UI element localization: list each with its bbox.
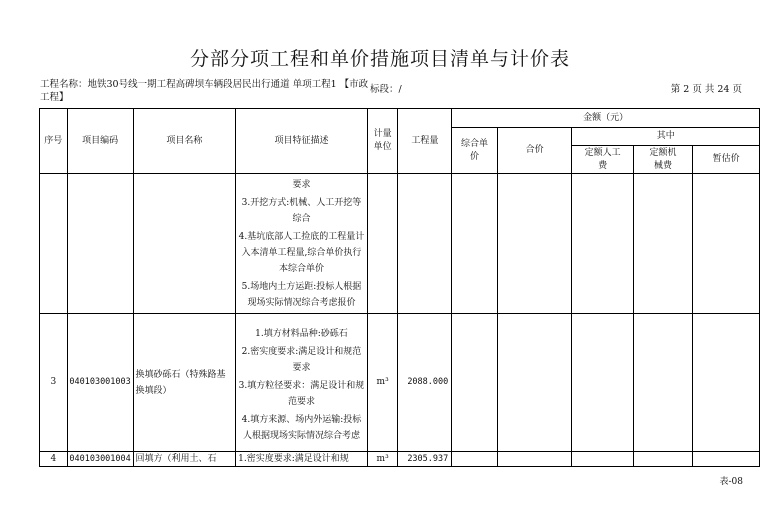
- row-machine: [633, 174, 692, 314]
- header-provisional: 暂估价: [693, 146, 760, 174]
- desc-line: 4.基坑底部人工捡底的工程量计入本清单工程量,综合单价执行本综合单价: [238, 232, 365, 274]
- row-labor: [572, 174, 633, 314]
- row-unit-price: [452, 314, 498, 452]
- header-row-1: [40, 109, 760, 128]
- row-provisional: [693, 174, 760, 314]
- row-code: 040103001004: [67, 452, 133, 467]
- header-amount: 金额（元）: [452, 109, 760, 128]
- row-seq: 4: [40, 452, 68, 467]
- section-label: 标段：/: [370, 84, 402, 95]
- row-unit-price: [452, 174, 498, 314]
- page-title: 分部分项工程和单价措施项目清单与计价表: [189, 48, 570, 70]
- row-code: 040103001003: [67, 314, 133, 452]
- desc-line: 3.填方粒径要求：满足设计和规范要求: [238, 380, 365, 407]
- header-machine: 定额机械费: [633, 146, 692, 174]
- header-labor: 定额人工费: [572, 146, 633, 174]
- page-number: 第 2 页 共 24 页: [670, 84, 742, 95]
- header-name: 项目名称: [133, 109, 236, 174]
- row-name: 回填方（利用土、石: [133, 452, 236, 467]
- project-name: 工程名称：地铁30号线一期工程高碑坝车辆段居民出行通道 单项工程1 【市政工程】: [40, 79, 369, 103]
- header-seq: 序号: [40, 109, 68, 174]
- header-desc: 项目特征描述: [236, 109, 368, 174]
- header-unit: 计量单位: [367, 109, 398, 174]
- desc-line: 2.密实度要求:满足设计和规范要求: [241, 346, 362, 373]
- row-seq: [40, 174, 68, 314]
- row-machine: [633, 452, 692, 467]
- desc-line: 4.填方来源、场内外运输:投标人根据现场实际情况综合考虑: [241, 414, 362, 441]
- header-of-which: 其中: [572, 128, 760, 146]
- row-labor: [572, 314, 633, 452]
- row-total: [497, 452, 572, 467]
- row-name: [133, 174, 236, 314]
- row-provisional: [693, 452, 760, 467]
- row-qty: 2305.937: [398, 452, 452, 467]
- row-desc: [236, 314, 368, 452]
- row-unit: m³: [367, 314, 398, 452]
- desc-line: 要求: [292, 180, 311, 190]
- row-seq: 3: [40, 314, 68, 452]
- row-total: [497, 174, 572, 314]
- header-code: 项目编码: [67, 109, 133, 174]
- row-code: [67, 174, 133, 314]
- desc-line: 1.填方材料品种:砂砾石: [255, 328, 348, 339]
- pricing-table: [39, 108, 760, 467]
- row-unit-price: [452, 452, 498, 467]
- header-qty: 工程量: [398, 109, 452, 174]
- header-unit-price: 综合单价: [452, 128, 498, 174]
- row-qty: 2088.000: [398, 314, 452, 452]
- row-unit: [367, 174, 398, 314]
- table-code: 表-08: [719, 477, 743, 487]
- table-row: [40, 314, 760, 452]
- row-desc: 1.密实度要求:满足设计和规: [236, 452, 368, 467]
- row-total: [497, 314, 572, 452]
- row-unit: m³: [367, 452, 398, 467]
- row-machine: [633, 314, 692, 452]
- row-qty: [398, 174, 452, 314]
- table-row: [40, 452, 760, 467]
- desc-line: 5.场地内土方运距:投标人根据现场实际情况综合考虑报价: [241, 282, 362, 308]
- row-labor: [572, 452, 633, 467]
- table-row: [40, 174, 760, 314]
- row-provisional: [693, 314, 760, 452]
- row-desc: [236, 174, 368, 314]
- row-name: 换填砂砾石（特殊路基换填段）: [133, 314, 236, 452]
- desc-line: 3.开挖方式:机械、人工开挖等综合: [241, 198, 362, 224]
- header-total: 合价: [497, 128, 572, 174]
